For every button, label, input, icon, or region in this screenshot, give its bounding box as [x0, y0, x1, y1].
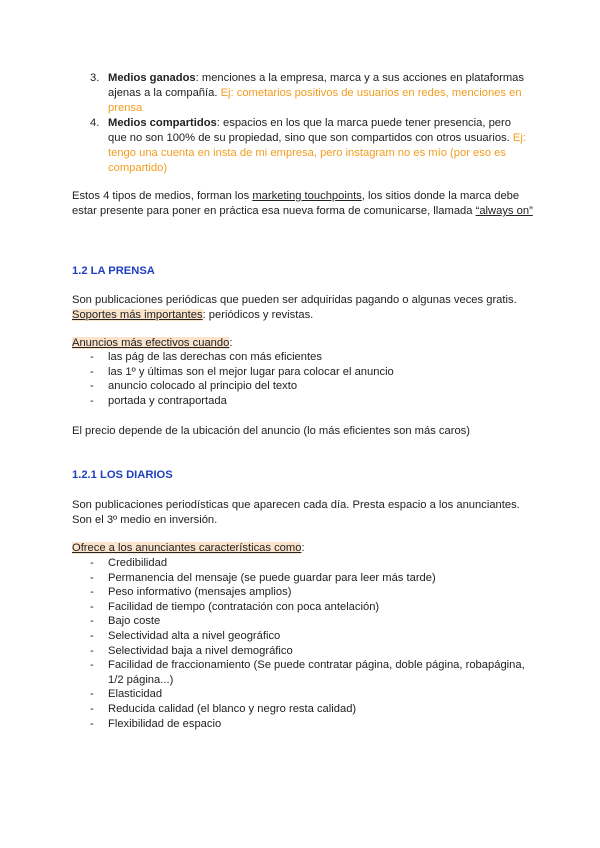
dash: -	[90, 586, 94, 599]
list-item-text: Selectividad alta a nivel geográfico	[108, 629, 281, 642]
list-item-text: Facilidad de fraccionamiento (Se puede contratar página, doble página, robapágina, 1/2 página...)	[108, 659, 525, 686]
list-item-text: Elasticidad	[108, 688, 163, 701]
item-text	[108, 71, 530, 116]
dash: -	[90, 615, 94, 628]
example-text: Ej: cometarios positivos de usuarios en redes, menciones en prensa	[108, 87, 522, 114]
list-item	[90, 614, 530, 629]
list-item	[90, 365, 530, 380]
dash: -	[90, 365, 94, 378]
ordered-item-4	[90, 116, 530, 176]
list-item-text: Selectividad baja a nivel demográfico	[108, 644, 293, 657]
colon: :	[229, 337, 233, 349]
diarios-intro: Son publicaciones periodísticas que aparecen cada día. Presta espacio a los anunciantes. Son el 3º medio en inversión.	[72, 499, 520, 526]
dash: -	[90, 702, 94, 715]
list-item	[90, 644, 530, 659]
list-item	[90, 585, 530, 600]
colon: :	[301, 542, 305, 554]
prensa-intro-text: Son publicaciones periódicas que pueden ser adquiridas pagando o algunas veces gratis.	[72, 294, 517, 306]
list-item-text: Flexibilidad de espacio	[108, 717, 222, 730]
list-item-text: las 1º y últimas son el mejor lugar para colocar el anuncio	[108, 365, 394, 378]
soportes-line	[72, 308, 542, 323]
definition: : menciones a la empresa, marca y a sus acciones en plataformas ajenas a la compañía.	[108, 72, 524, 99]
dash: -	[90, 571, 94, 584]
touchpoints-paragraph	[72, 189, 542, 219]
list-item	[90, 556, 530, 571]
heading-la-prensa: 1.2 LA PRENSA	[72, 265, 155, 277]
anuncios-label-line	[72, 336, 542, 351]
dash: -	[90, 688, 94, 701]
dash: -	[90, 557, 94, 569]
dash: -	[90, 600, 94, 613]
prensa-intro	[72, 293, 542, 323]
list-item-text: Facilidad de tiempo (contratación con poca antelación)	[108, 600, 380, 613]
list-item-text: las pág de las derechas con más eficientes	[108, 351, 322, 363]
list-item-text: anuncio colocado al principio del texto	[108, 380, 298, 393]
precio-paragraph: El precio depende de la ubicación del anuncio (lo más eficientes son más caros)	[72, 425, 471, 437]
list-item	[90, 350, 530, 365]
definition: : espacios en los que la marca puede tener presencia, pero que no son 100% de su propiedad, sino que son compartidos con otros usuarios.	[108, 117, 513, 144]
text-run: , los sitios donde la marca debe estar presente para poner en práctica esa nueva forma de comunicarse, llamada	[72, 190, 520, 217]
soportes-text: : periódicos y revistas.	[202, 309, 314, 321]
ofrece-label: Ofrece a los anunciantes características como	[72, 542, 302, 554]
list-item-text: Bajo coste	[108, 615, 161, 628]
text-run: Estos 4 tipos de medios, forman los	[72, 190, 253, 202]
caracteristicas-list	[90, 556, 530, 731]
list-item	[90, 629, 530, 644]
dash: -	[90, 659, 94, 672]
dash: -	[90, 394, 94, 407]
ordered-item-3	[90, 71, 530, 116]
anuncios-list	[90, 350, 530, 408]
list-item	[90, 687, 530, 702]
always-on-link[interactable]: “always on”	[475, 205, 533, 217]
list-item-text: Permanencia del mensaje (se puede guardar para leer más tarde)	[108, 571, 436, 584]
dash: -	[90, 351, 94, 363]
item-text	[108, 116, 530, 176]
term: Medios compartidos	[108, 117, 217, 129]
list-item-text: portada y contraportada	[108, 394, 227, 407]
dash: -	[90, 380, 94, 393]
list-item-text: Credibilidad	[108, 557, 168, 569]
term: Medios ganados	[108, 72, 196, 84]
list-item-text: Peso informativo (mensajes amplios)	[108, 586, 292, 599]
list-item	[90, 717, 530, 732]
list-item	[90, 379, 530, 394]
dash: -	[90, 629, 94, 642]
soportes-label: Soportes más importantes	[72, 309, 203, 321]
dash: -	[90, 717, 94, 730]
ofrece-label-line	[72, 541, 542, 556]
list-item-text: Reducida calidad (el blanco y negro resta calidad)	[108, 702, 357, 715]
heading-los-diarios: 1.2.1 LOS DIARIOS	[72, 469, 173, 481]
list-item	[90, 702, 530, 717]
item-number: 3.	[90, 72, 100, 84]
dash: -	[90, 644, 94, 657]
item-number: 4.	[90, 117, 100, 129]
list-item	[90, 394, 530, 409]
list-item	[90, 658, 530, 687]
anuncios-label: Anuncios más efectivos cuando	[72, 337, 230, 349]
list-item	[90, 571, 530, 586]
list-item	[90, 600, 530, 615]
example-text: Ej: tengo una cuenta en insta de mi empresa, pero instagram no es mío (por eso es compartido)	[108, 132, 526, 174]
marketing-touchpoints-link[interactable]: marketing touchpoints	[252, 190, 362, 202]
